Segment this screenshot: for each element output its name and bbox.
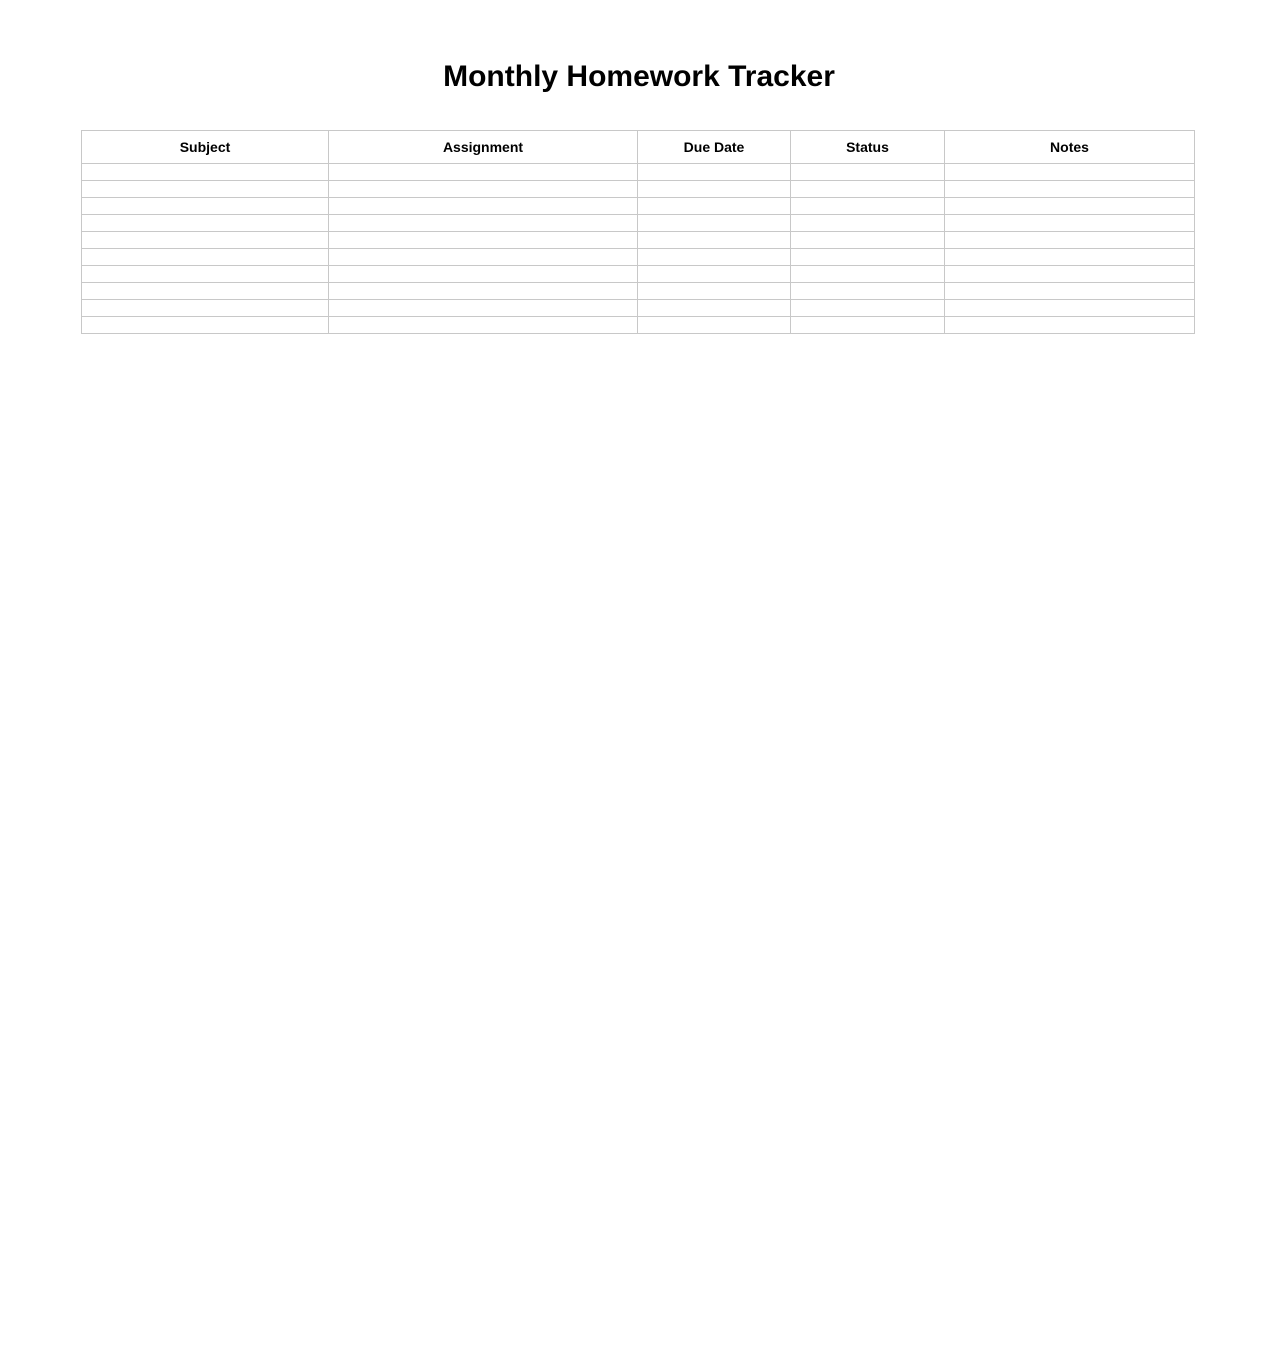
table-cell[interactable] bbox=[945, 164, 1195, 181]
page-title: Monthly Homework Tracker bbox=[443, 60, 835, 93]
table-cell[interactable] bbox=[791, 164, 945, 181]
table-cell[interactable] bbox=[329, 266, 638, 283]
table-cell[interactable] bbox=[945, 283, 1195, 300]
table-cell[interactable] bbox=[82, 249, 329, 266]
table-cell[interactable] bbox=[638, 181, 791, 198]
table-cell[interactable] bbox=[329, 283, 638, 300]
table-cell[interactable] bbox=[329, 317, 638, 334]
table-cell[interactable] bbox=[791, 317, 945, 334]
table-cell[interactable] bbox=[82, 198, 329, 215]
table-cell[interactable] bbox=[791, 181, 945, 198]
table-row bbox=[82, 232, 1195, 249]
table-row bbox=[82, 181, 1195, 198]
document-page bbox=[0, 59, 1278, 334]
table-cell[interactable] bbox=[329, 215, 638, 232]
table-cell[interactable] bbox=[791, 300, 945, 317]
table-cell[interactable] bbox=[945, 215, 1195, 232]
table-cell[interactable] bbox=[945, 198, 1195, 215]
column-header-status: Status bbox=[791, 131, 945, 164]
table-cell[interactable] bbox=[638, 317, 791, 334]
table-cell[interactable] bbox=[82, 283, 329, 300]
table-cell[interactable] bbox=[82, 164, 329, 181]
table-cell[interactable] bbox=[638, 300, 791, 317]
table-cell[interactable] bbox=[638, 215, 791, 232]
table-cell[interactable] bbox=[791, 249, 945, 266]
table-row bbox=[82, 215, 1195, 232]
table-cell[interactable] bbox=[638, 198, 791, 215]
table-cell[interactable] bbox=[945, 300, 1195, 317]
table-cell[interactable] bbox=[329, 300, 638, 317]
table-row bbox=[82, 164, 1195, 181]
table-cell[interactable] bbox=[329, 164, 638, 181]
table-cell[interactable] bbox=[329, 232, 638, 249]
table-cell[interactable] bbox=[638, 283, 791, 300]
table-cell[interactable] bbox=[945, 249, 1195, 266]
table-cell[interactable] bbox=[82, 215, 329, 232]
table-cell[interactable] bbox=[638, 249, 791, 266]
table-cell[interactable] bbox=[945, 266, 1195, 283]
table-cell[interactable] bbox=[791, 266, 945, 283]
table-header-row bbox=[82, 131, 1195, 164]
table-cell[interactable] bbox=[82, 232, 329, 249]
table-cell[interactable] bbox=[82, 266, 329, 283]
table-cell[interactable] bbox=[945, 232, 1195, 249]
table-row bbox=[82, 283, 1195, 300]
table-cell[interactable] bbox=[638, 266, 791, 283]
column-header-assignment: Assignment bbox=[329, 131, 638, 164]
table-body bbox=[82, 164, 1195, 334]
table-cell[interactable] bbox=[638, 232, 791, 249]
table-cell[interactable] bbox=[82, 181, 329, 198]
table-cell[interactable] bbox=[791, 215, 945, 232]
table-row bbox=[82, 317, 1195, 334]
table-cell[interactable] bbox=[329, 198, 638, 215]
column-header-notes: Notes bbox=[945, 131, 1195, 164]
table-cell[interactable] bbox=[945, 317, 1195, 334]
table-cell[interactable] bbox=[945, 181, 1195, 198]
table-cell[interactable] bbox=[82, 300, 329, 317]
table-row bbox=[82, 249, 1195, 266]
table-cell[interactable] bbox=[329, 181, 638, 198]
table-row bbox=[82, 198, 1195, 215]
table-row bbox=[82, 266, 1195, 283]
table-cell[interactable] bbox=[791, 198, 945, 215]
table-cell[interactable] bbox=[791, 283, 945, 300]
column-header-subject: Subject bbox=[82, 131, 329, 164]
column-header-due-date: Due Date bbox=[638, 131, 791, 164]
table-cell[interactable] bbox=[791, 232, 945, 249]
table-cell[interactable] bbox=[329, 249, 638, 266]
table-row bbox=[82, 300, 1195, 317]
table-cell[interactable] bbox=[638, 164, 791, 181]
homework-tracker-table bbox=[81, 130, 1195, 334]
table-cell[interactable] bbox=[82, 317, 329, 334]
